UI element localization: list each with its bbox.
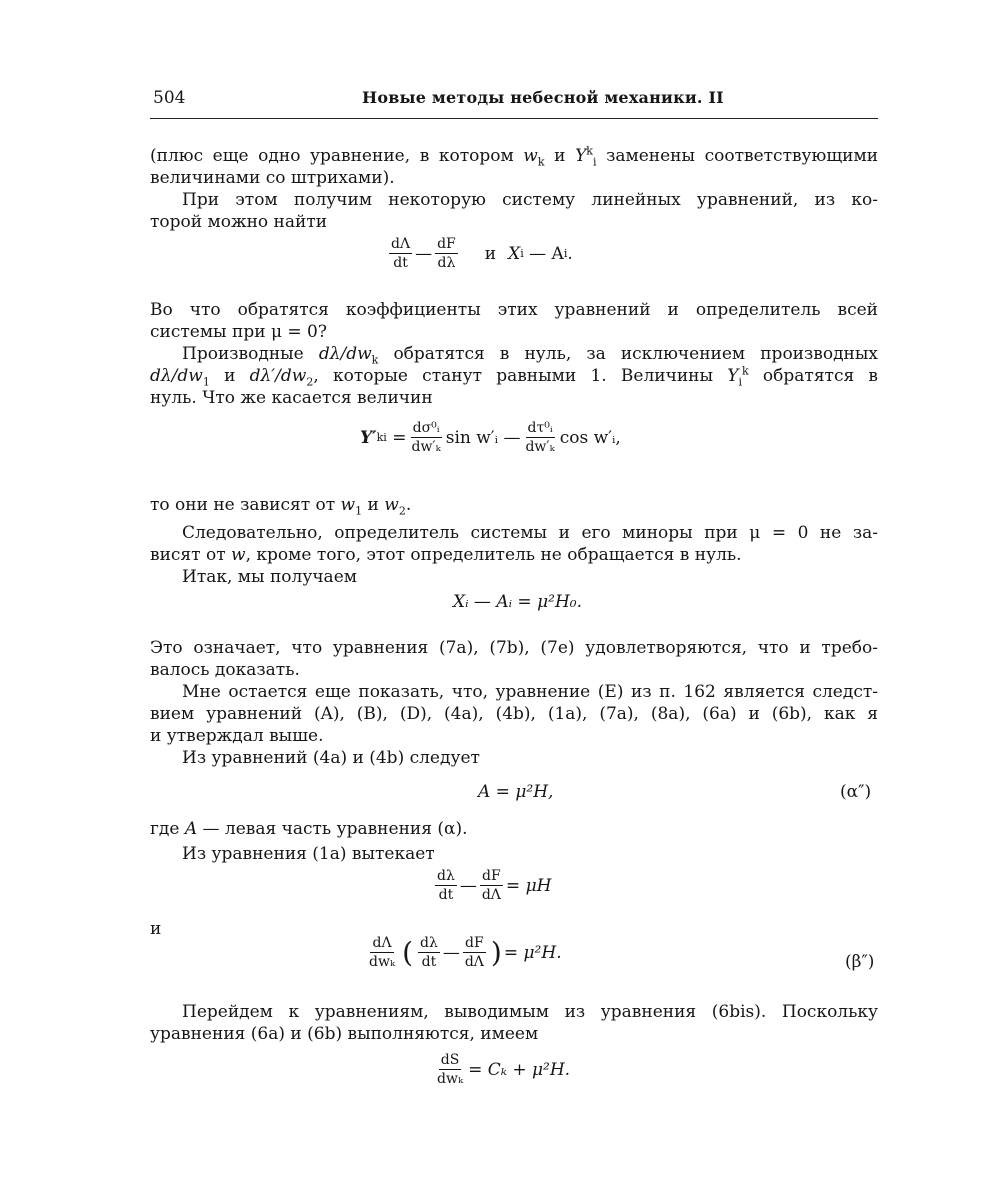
text-line: Перейдем к уравнениям, выводимым из уравнения (6bis). Поскольку	[182, 1002, 878, 1022]
text-line: висят от w, кроме того, этот определитель не обращается в нуль.	[150, 545, 742, 565]
equation-tag: (α″)	[840, 782, 872, 802]
text-line: торой можно найти	[150, 212, 328, 232]
text-line: вием уравнений (A), (B), (D), (4a), (4b), (1a), (7a), (8a), (6a) и (6b), как я	[150, 704, 878, 724]
text-line: Это означает, что уравнения (7a), (7b), (7e) удовлетворяются, что и требо-	[150, 638, 878, 658]
text-line: Следовательно, определитель системы и его миноры при μ = 0 не за-	[182, 523, 878, 543]
text-line: и	[150, 919, 162, 939]
equation-4: A = μ²H,	[478, 782, 554, 802]
equation-1: $\frac{d\Lambda}{dt}$ — $\frac{dF}{d\lambda}$ и X i — A i .	[391, 236, 573, 271]
text-line: уравнения (6a) и (6b) выполняются, имеем	[150, 1024, 539, 1044]
text-line: Из уравнений (4a) и (4b) следует	[182, 748, 480, 768]
text-line: При этом получим некоторую систему линейных уравнений, из ко-	[182, 190, 878, 210]
equation-5: $\frac{d\lambda}{dt}$ — $\frac{dF}{d\Lambda}$ = μH	[437, 868, 552, 903]
text-line: (плюс еще одно уравнение, в котором $w_k$ и $Y^k_i$ заменены соответствующими	[150, 144, 879, 169]
equation-3: Xᵢ — Aᵢ = μ²H₀.	[453, 592, 582, 612]
text-line: где A — левая часть уравнения (α).	[150, 819, 468, 839]
text-line: и утверждал выше.	[150, 726, 324, 746]
equation-6: $\frac{d\Lambda}{\text{dwₖ}}$ ( $\frac{d\lambda}{dt}$ — $\frac{dF}{d\Lambda}$ ) = μ²H.	[369, 935, 562, 970]
text-line: валось доказать.	[150, 660, 300, 680]
text-line: величинами со штрихами).	[150, 168, 395, 188]
text-line: Итак, мы получаем	[182, 567, 357, 587]
equation-2: Y′ k i = $\frac{\text{dσ⁰ᵢ}}{\text{dw′ₖ}}$ sin w′ᵢ — $\frac{\text{dτ⁰ᵢ}}{\text{dw′ₖ}}$ cos w′ᵢ,	[360, 420, 621, 455]
header-rule	[150, 118, 878, 119]
text-line: Во что обратятся коэффициенты этих уравнений и определитель всей	[150, 300, 878, 320]
text-line: то они не зависят от $w_1$ и $w_2$.	[150, 495, 412, 518]
text-line: системы при μ = 0?	[150, 322, 327, 342]
text-line: Производные $d\lambda/dw_k$ обратятся в нуль, за исключением производных	[182, 344, 879, 367]
text-line: $d\lambda/dw_1$ и $d\lambda'/dw_2$, которые станут равными 1. Величины $Y_i^k$ обратятся в	[150, 364, 878, 389]
text-line: Мне остается еще показать, что, уравнение (E) из п. 162 является следст-	[182, 682, 878, 702]
text-line: нуль. Что же касается величин	[150, 388, 433, 408]
equation-7: $\frac{dS}{\text{dwₖ}}$ = Cₖ + μ²H.	[437, 1052, 571, 1087]
text-line: Из уравнения (1a) вытекает	[182, 844, 435, 864]
page-number: 504	[153, 88, 186, 108]
running-title: Новые методы небесной механики. II	[362, 88, 724, 107]
equation-tag: (β″)	[845, 952, 875, 972]
